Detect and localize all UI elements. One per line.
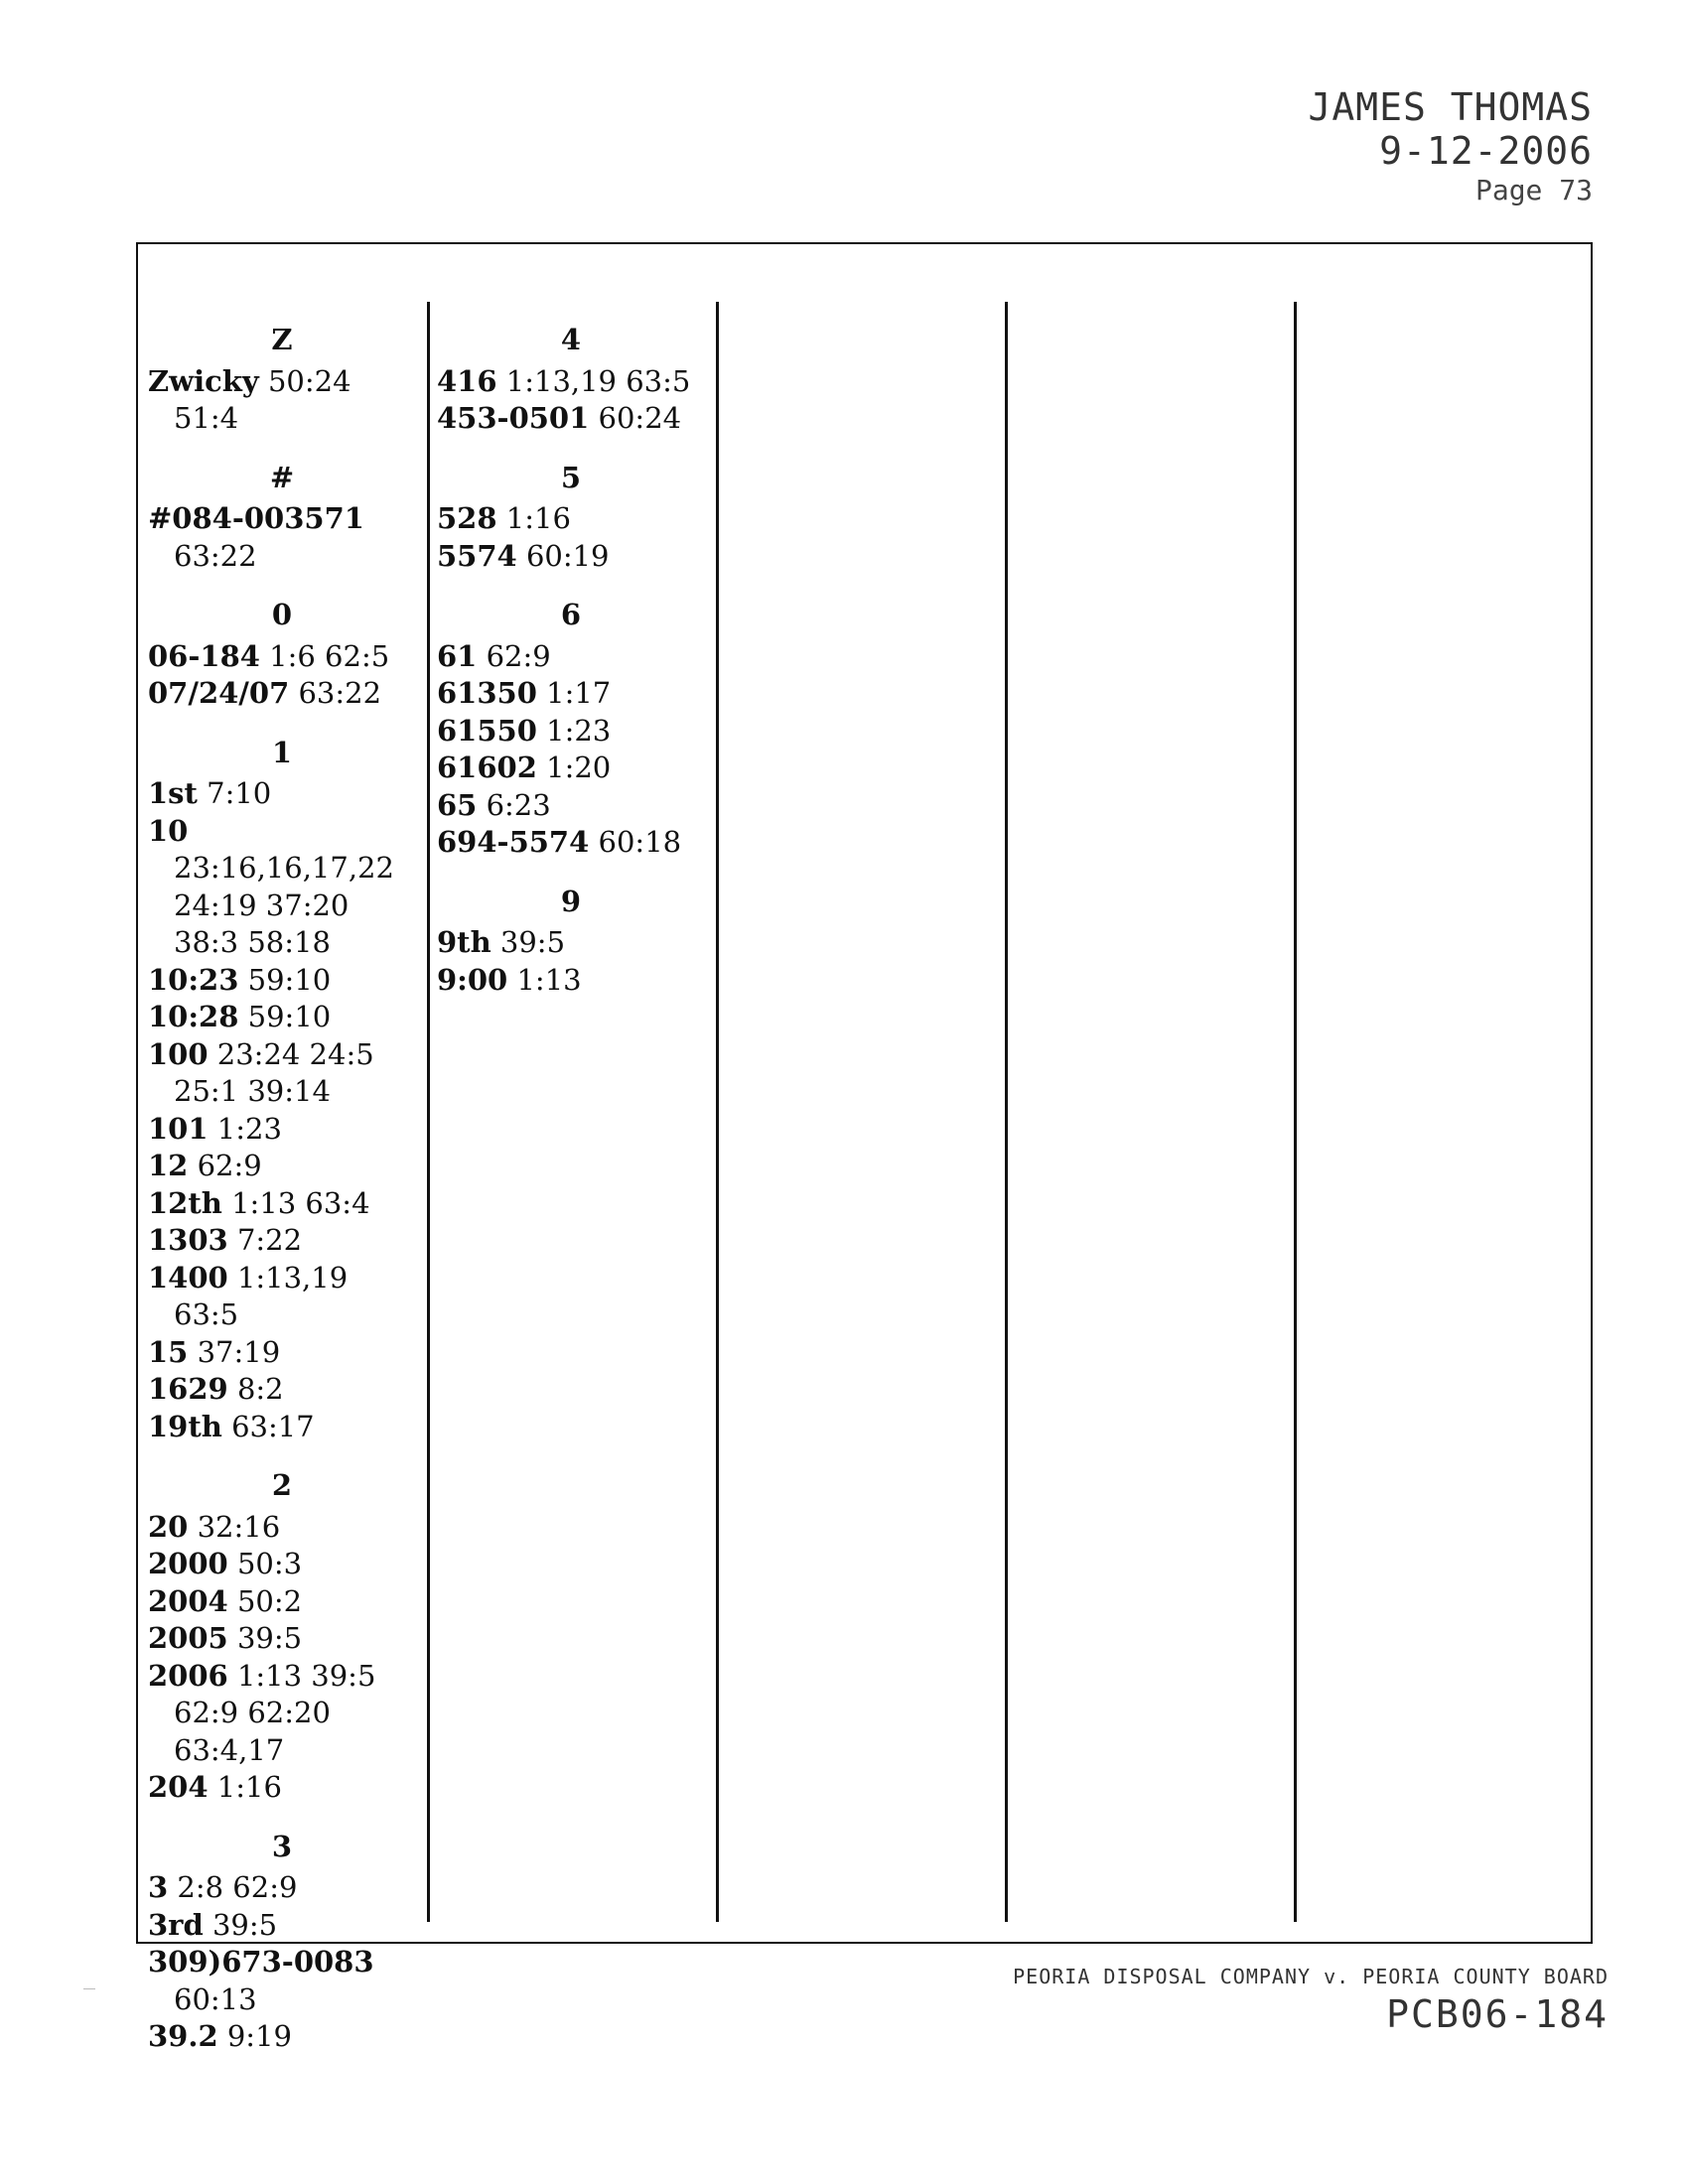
- section-letter: 9: [560, 884, 582, 918]
- column-divider: [1294, 302, 1297, 1922]
- index-entry: [148, 1148, 416, 1185]
- index-term: 528: [437, 501, 497, 535]
- index-entry: [148, 775, 416, 813]
- section-letter: 5: [560, 460, 582, 494]
- index-term: 1400: [148, 1260, 228, 1295]
- page-line-refs: 60:19: [525, 538, 610, 573]
- section-letter: 2: [271, 1468, 293, 1502]
- page-line-refs: 1:23: [216, 1111, 282, 1146]
- index-term: 101: [148, 1111, 209, 1146]
- index-term: 309)673-0083: [148, 1945, 374, 1979]
- index-entry: [148, 813, 416, 962]
- index-column-2: [437, 322, 705, 1021]
- index-section: [148, 597, 416, 713]
- index-entry: [148, 638, 416, 676]
- page-line-refs: 1:13,19 63:5: [505, 363, 691, 398]
- index-term: 12: [148, 1149, 189, 1182]
- page-number: Page 73: [1474, 174, 1593, 206]
- index-entry: [437, 538, 705, 576]
- case-title: PEORIA DISPOSAL COMPANY v. PEORIA COUNTY BOARD: [1013, 1965, 1609, 1988]
- index-section: [148, 460, 416, 576]
- index-term: 204: [148, 1770, 209, 1804]
- index-entry: [148, 1583, 416, 1621]
- index-entry: [437, 924, 705, 962]
- page-line-refs: 60:18: [598, 825, 682, 859]
- page-line-refs: 59:10: [247, 1000, 332, 1033]
- index-entry: [148, 2018, 416, 2056]
- page-line-refs: 2:8 62:9: [177, 1870, 298, 1904]
- page-footer: [1013, 1962, 1609, 2037]
- index-entry: [437, 363, 705, 401]
- index-term: Zwicky: [148, 363, 259, 398]
- page-line-refs: 39:5: [236, 1621, 303, 1655]
- page-line-refs: 7:10: [207, 776, 272, 810]
- index-term: 10: [148, 813, 189, 848]
- index-term: 2005: [148, 1621, 228, 1655]
- page-line-refs: 63:22: [298, 676, 382, 710]
- index-entry: [148, 1409, 416, 1446]
- page-header: [1308, 85, 1593, 208]
- page-line-refs: 50:2: [236, 1583, 303, 1618]
- page-line-refs: 62:9: [197, 1149, 262, 1182]
- index-term: 61602: [437, 751, 537, 784]
- index-term: 39.2: [148, 2019, 218, 2053]
- index-section: [148, 322, 416, 438]
- index-entry: [148, 1658, 416, 1770]
- index-entry: [148, 1907, 416, 1945]
- page-line-refs: 32:16: [197, 1509, 281, 1544]
- section-letter: 4: [560, 323, 582, 356]
- page-line-refs: 50:3: [236, 1547, 303, 1580]
- page-line-refs: 23:24 24:5 25:1 39:14: [174, 1036, 374, 1108]
- index-term: 416: [437, 363, 497, 398]
- section-letter: 6: [560, 598, 582, 631]
- index-term: 1629: [148, 1372, 228, 1406]
- column-divider: [1005, 302, 1008, 1922]
- page-line-refs: 1:6 62:5: [269, 638, 390, 673]
- index-term: 694-5574: [437, 825, 590, 859]
- index-entry: [148, 1769, 416, 1807]
- page-line-refs: 6:23: [486, 787, 551, 822]
- page-line-refs: 1:13 63:4: [231, 1185, 370, 1220]
- index-term: 3: [148, 1870, 169, 1904]
- index-entry: [148, 1620, 416, 1658]
- index-term: 5574: [437, 538, 517, 573]
- section-letter: #: [269, 460, 295, 494]
- index-section: [148, 1829, 416, 2056]
- index-term: 3rd: [148, 1907, 204, 1942]
- page-line-refs: 1:16: [505, 501, 571, 535]
- page-line-refs: 1:16: [216, 1770, 282, 1804]
- section-letter: 0: [271, 598, 293, 631]
- index-term: 15: [148, 1334, 189, 1369]
- index-term: 10:23: [148, 962, 239, 997]
- page-line-refs: 37:19: [197, 1334, 281, 1369]
- index-entry: [148, 1944, 416, 2018]
- index-section: [148, 1467, 416, 1807]
- page-line-refs: 59:10: [247, 962, 332, 997]
- page-line-refs: 23:16,16,17,22 24:19 37:20 38:3 58:18: [174, 851, 394, 959]
- index-entry: [437, 675, 705, 713]
- index-entry: [148, 363, 416, 438]
- page-line-refs: 63:22: [174, 538, 257, 573]
- index-section: [437, 597, 705, 862]
- index-term: 2004: [148, 1583, 228, 1618]
- page-line-refs: 9:19: [226, 2019, 292, 2053]
- index-entry: [148, 1185, 416, 1223]
- index-entry: [148, 1371, 416, 1409]
- page-line-refs: 60:13: [174, 1981, 257, 2016]
- index-column-1: [148, 322, 416, 2078]
- index-entry: [437, 750, 705, 787]
- index-entry: [148, 1036, 416, 1111]
- index-entry: [148, 1260, 416, 1334]
- index-term: 61350: [437, 676, 537, 710]
- page-line-refs: 1:17: [546, 676, 612, 710]
- index-term: 06-184: [148, 638, 260, 673]
- index-entry: [148, 1509, 416, 1547]
- page-line-refs: 39:5: [211, 1907, 278, 1942]
- index-entry: [437, 824, 705, 862]
- index-term: 1st: [148, 776, 198, 810]
- index-entry: [148, 1546, 416, 1583]
- index-term: 100: [148, 1036, 209, 1071]
- index-entry: [148, 1222, 416, 1260]
- index-term: 453-0501: [437, 401, 590, 435]
- section-letter: 3: [271, 1829, 293, 1863]
- index-entry: [148, 962, 416, 1000]
- index-entry: [437, 638, 705, 676]
- index-entry: [437, 400, 705, 438]
- index-term: 9th: [437, 925, 491, 959]
- index-entry: [437, 787, 705, 825]
- page-line-refs: 50:24 51:4: [174, 363, 351, 435]
- page-line-refs: 1:13: [516, 962, 582, 997]
- index-entry: [437, 500, 705, 538]
- index-section: [148, 735, 416, 1446]
- case-number: PCB06-184: [1386, 1992, 1609, 2036]
- deposition-date: 9-12-2006: [1379, 129, 1593, 173]
- column-divider: [427, 302, 430, 1922]
- page-line-refs: 1:20: [546, 751, 612, 784]
- page-line-refs: 63:17: [231, 1409, 315, 1443]
- index-entry: [148, 675, 416, 713]
- section-letter: 1: [271, 735, 293, 769]
- page-line-refs: 39:5: [499, 925, 566, 959]
- index-term: 2000: [148, 1547, 228, 1580]
- index-term: 9:00: [437, 962, 508, 997]
- index-term: 12th: [148, 1185, 222, 1220]
- index-entry: [437, 713, 705, 751]
- index-section: [437, 460, 705, 576]
- page-line-refs: 1:23: [546, 713, 612, 748]
- index-term: 65: [437, 787, 478, 822]
- index-term: 61550: [437, 713, 537, 748]
- index-entry: [148, 500, 416, 575]
- index-section: [437, 322, 705, 438]
- index-term: 07/24/07: [148, 676, 290, 710]
- page-line-refs: 60:24: [598, 401, 682, 435]
- index-term: 10:28: [148, 1000, 239, 1033]
- section-letter: Z: [271, 323, 293, 356]
- index-entry: [148, 999, 416, 1036]
- index-term: 20: [148, 1509, 189, 1544]
- page-line-refs: 8:2: [236, 1372, 284, 1406]
- index-term: #084-003571: [148, 501, 364, 535]
- column-divider: [716, 302, 719, 1922]
- page-line-refs: 62:9: [486, 638, 551, 673]
- index-entry: [148, 1111, 416, 1149]
- index-term: 1303: [148, 1223, 228, 1257]
- index-term: 2006: [148, 1658, 228, 1693]
- index-section: [437, 884, 705, 1000]
- deponent-name: JAMES THOMAS: [1308, 85, 1593, 129]
- page-line-refs: 7:22: [236, 1223, 303, 1257]
- scan-mark: [83, 1988, 95, 1989]
- index-entry: [437, 962, 705, 1000]
- index-term: 19th: [148, 1409, 222, 1443]
- index-term: 61: [437, 638, 478, 673]
- page-line-refs: 1:13,19 63:5: [174, 1260, 349, 1331]
- index-entry: [148, 1869, 416, 1907]
- index-entry: [148, 1334, 416, 1372]
- page-line-refs: 1:13 39:5 62:9 62:20 63:4,17: [174, 1658, 376, 1767]
